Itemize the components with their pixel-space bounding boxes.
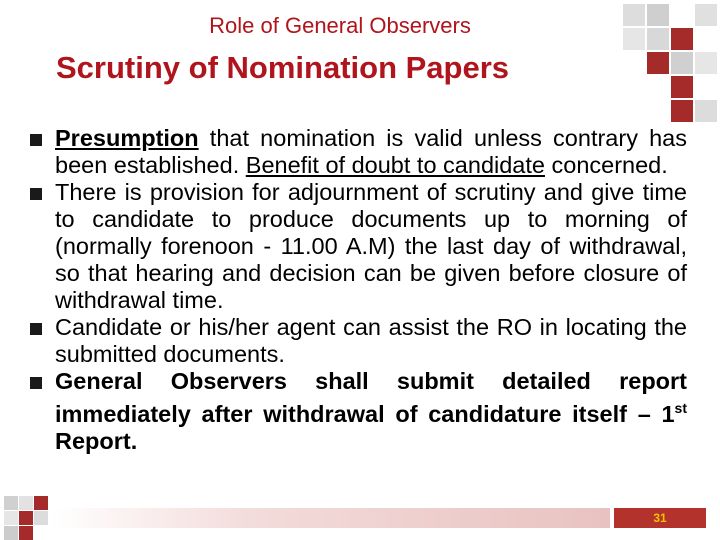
bullet-item-presumption [30,125,687,179]
decorative-squares-bottom-left [0,494,52,540]
slide-title: Scrutiny of Nomination Papers [56,50,510,85]
bullet-underlined: Benefit of doubt to candidate [245,152,545,178]
bullet-text: There is provision for adjournment of scrutiny and give time to candidate to produce documents up to morning of (normally forenoon - 11.00 A.M) the last day of withdrawal, so that hearing and decision can be given before closure of withdrawal time. [55,179,687,313]
slide-subtitle: Role of General Observers [209,13,471,38]
superscript: st [674,400,687,416]
bullet-item-adjournment [30,179,687,314]
footer-bar [52,508,610,528]
bullet-text-end: Report. [55,427,138,454]
bullet-list [30,125,687,455]
bullet-square-icon [30,377,42,389]
bullet-lead: Presumption [55,125,199,151]
bullet-item-agent [30,314,687,368]
bullet-text: General Observers shall submit detailed report immediately after withdrawal of candidature itself – 1 [55,368,687,427]
page-number: 31 [614,508,706,528]
bullet-square-icon [30,134,42,146]
bullet-text: that nomination is valid unless contrary has been established. [55,125,687,178]
bullet-square-icon [30,323,42,335]
bullet-tail: concerned. [544,152,668,178]
bullet-square-icon [30,188,42,200]
bullet-text: Candidate or his/her agent can assist the RO in locating the submitted documents. [55,314,687,367]
bullet-item-report [30,368,687,455]
